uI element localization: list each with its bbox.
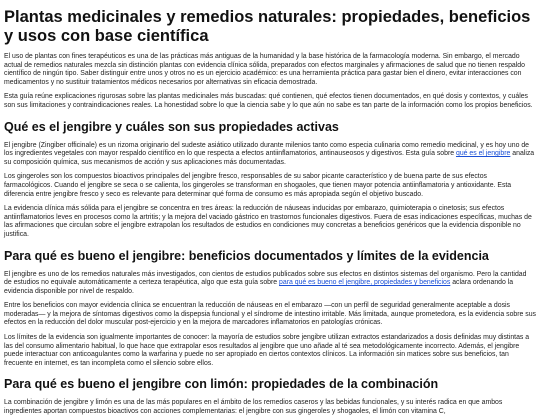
section-1-paragraph-2: Los gingeroles son los compuestos bioactivos principales del jengibre fresco, responsables de su sabor picante característico y de buena parte de sus efectos farmacológicos. Cuando el jengibre se seca o se calienta, los gingeroles se transforman en shogaoles, que tienen mayor potencia antiinflamatoria y antioxidante. Esta diferencia entre jengibre fresco y seco es relevante para determinar qué forma de consumo es más apropiada según el objetivo buscado. [4,173,512,198]
section-1-paragraph-1-text-after: analiza su composición química, sus mecanismos de acción y sus aplicaciones más documentadas. [4,150,535,166]
section-2-paragraph-1-text-after: aclara ordenando la evidencia disponible por nivel de respaldo. [4,279,514,295]
section-2-paragraph-1 [4,271,536,297]
section-1-paragraph-3: La evidencia clínica más sólida para el jengibre se concentra en tres áreas: la reducción de náuseas inducidas por embarazo, quimioterapia o cinetosis; sus efectos antiinflamatorios leves en procesos como la artritis; y la mejora del vaciado gástrico en trastornos funcionales digestivos. Fuera de esas indicaciones específicas, muchas de las afirmaciones que circulan sobre el jengibre extrapolan los resultados de estudios en condiciones muy concretas a beneficios genéricos que la evidencia disponible no justifica. [4,205,532,238]
intro-paragraph-2: Esta guía reúne explicaciones rigurosas sobre las plantas medicinales más buscadas: qué contienen, qué efectos tienen documentados, en qué dosis y contextos, y cuáles son sus limitaciones y contraindicaciones reales. La honestidad sobre lo que la ciencia sabe y lo que aún no sabe es tan parte de la información como los propios beneficios. [4,93,533,109]
section-1-paragraph-1 [4,142,536,168]
intro-paragraph-1: El uso de plantas con fines terapéuticos es una de las prácticas más antiguas de la humanidad y la base histórica de la farmacología moderna. Sin embargo, el mercado actual de remedios naturales mezcla sin distinción plantas con evidencia clínica sólida, preparados con efectos marginales y afirmaciones de salud que no tienen respaldo científico de ningún tipo. Saber distinguir entre unos y otros no es un ejercicio académico: es una herramienta práctica para gastar bien el dinero, evitar interacciones con medicamentos y no sustituir tratamientos médicos necesarios por alternativas sin eficacia demostrada. [4,53,525,86]
section-heading-jengibre-con-limon: Para qué es bueno el jengibre con limón: propiedades de la combinación [4,377,439,392]
link-para-que-es-bueno-jengibre[interactable]: para qué es bueno el jengibre, propiedades y beneficios [279,279,451,287]
article [0,8,540,417]
section-heading-para-que-es-bueno: Para qué es bueno el jengibre: beneficios documentados y límites de la evidencia [4,248,489,263]
section-3-paragraph-1: La combinación de jengibre y limón es una de las más populares en el ámbito de los remedios caseros y las bebidas funcionales, y su interés radica en que ambos ingredientes aportan compuestos bioactivos con acciones complementarias: el jengibre con sus gingeroles y shogaoles, el limón con vitamina C, [4,399,503,416]
section-2-paragraph-3: Los límites de la evidencia son igualmente importantes de conocer: la mayoría de estudios sobre jengibre utilizan extractos estandarizados a dosis definidas muy distintas a las del consumo alimentario habitual, lo que hace que extrapolar esos resultados al jengibre que uno añade al té sea metodológicamente incorrecto. Además, el jengibre puede interactuar con anticoagulantes como la warfarina y puede no ser apropiado en ciertos contextos clínicos. La información sin matices sobre sus beneficios, tan frecuente en internet, es tan incompleta como el silencio sobre ellos. [4,334,530,367]
page-title: Plantas medicinales y remedios naturales: propiedades, beneficios y usos con base científica [4,8,531,45]
section-heading-que-es-jengibre: Qué es el jengibre y cuáles son sus propiedades activas [4,119,339,134]
link-que-es-jengibre[interactable]: qué es el jengibre [455,150,511,158]
section-1-paragraph-1-text-before: El jengibre (Zingiber officinale) es un rizoma originario del sudeste asiático utilizado durante milenios tanto como especia culinaria como remedio medicinal, y es hoy uno de los ingredientes vegetales con mayor respaldo científico en lo que respecta a efectos antiinflamatorios, antinauseosos y digestivos. Esta guía sobre [4,141,529,158]
section-2-paragraph-1-text-before: El jengibre es uno de los remedios naturales más investigados, con cientos de estudios publicados sobre sus efectos en distintos sistemas del organismo. Pero la cantidad de estudios no equivale automáticamente a certeza terapéutica, algo que esta guía sobre [4,270,527,287]
section-2-paragraph-2: Entre los beneficios con mayor evidencia clínica se encuentran la reducción de náuseas en el embarazo —con un perfil de seguridad generalmente aceptable a dosis moderadas— y la mejora de síntomas digestivos como la dispepsia funcional y el síndrome de intestino irritable. Más limitada, aunque prometedora, es la evidencia sobre sus efectos en la reducción del dolor muscular post-ejercicio y en la mejora de marcadores inflamatorios en patologías crónicas. [4,302,537,327]
